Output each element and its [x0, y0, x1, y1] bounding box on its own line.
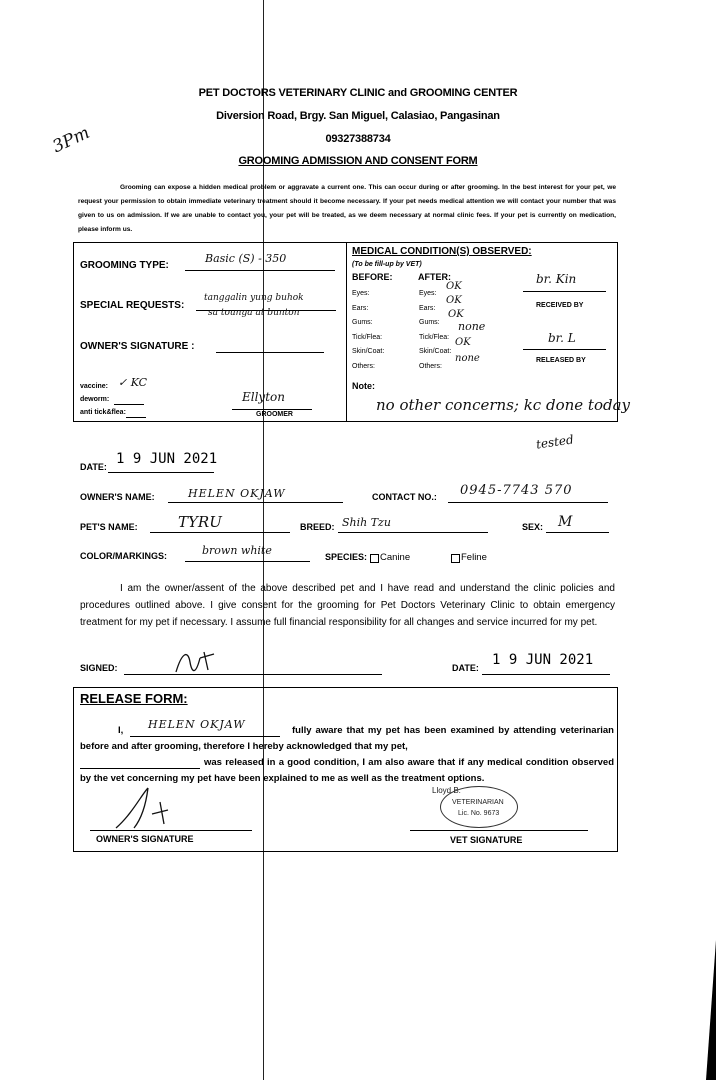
special-requests-line2: sa tounga at bunton — [208, 308, 300, 318]
received-by-label: RECEIVED BY — [536, 302, 584, 309]
contact-value: 0945-7743 570 — [460, 483, 573, 498]
intro-paragraph: Grooming can expose a hidden medical problem or aggravate a current one. This can occur during or after grooming. In the best interest for your pet, we request your permission to obtain immediate veterinary treatment should it become necessary. If your pet needs medical attention we will contact your number that was given to us on admission. If we are unable to contact you, your pet will be treated, as we deem necessary at normal clinic fees. If your pet is currently on medication, please inform us. — [78, 184, 616, 233]
owner-sig-label: OWNER'S SIGNATURE — [96, 834, 194, 844]
deworm-label: deworm: — [80, 396, 110, 403]
signed-line — [124, 674, 382, 675]
released-by-line — [523, 349, 606, 350]
medical-title: MEDICAL CONDITION(S) OBSERVED: — [352, 246, 532, 257]
owner-signature-label: OWNER'S SIGNATURE : — [80, 341, 195, 352]
owner-name-line — [168, 502, 343, 503]
after-gums-value: OK — [448, 309, 464, 320]
owner-signature-scribble — [170, 648, 220, 678]
antitick-line — [126, 417, 146, 418]
before-rows — [352, 287, 384, 374]
breed-value: Shih Tzu — [342, 516, 391, 529]
special-requests-line1: tanggalin yung buhok — [204, 293, 304, 303]
groomer-line — [232, 409, 312, 410]
before-skincoat: Skin/Coat: — [352, 348, 385, 355]
scan-edge — [706, 940, 716, 1080]
color-value: brown white — [202, 544, 272, 557]
date-label: DATE: — [80, 462, 107, 472]
after-eyes-value: OK — [446, 281, 462, 292]
color-line — [185, 561, 310, 562]
after-others-value: none — [455, 353, 480, 364]
grooming-type-value: Basic (S) - 350 — [205, 252, 287, 265]
vaccine-value: ✓ KC — [118, 376, 148, 389]
color-label: COLOR/MARKINGS: — [80, 551, 167, 561]
consent-paragraph: I am the owner/assent of the above described pet and I have read and understand the clinic policies and procedures outlined above. I give consent for the grooming for Pet Doctors Veterinary Clinic to obtain emergency treatment for my pet if necessary. I assume full financial responsibility for all changes and service incurred for my pet. — [80, 583, 615, 628]
pet-name-value: TYRU — [178, 513, 222, 531]
owner-sig-line — [90, 830, 252, 831]
release-text1: fully aware that my pet has been examined by attending veterinarian before and after grooming, therefore I hereby acknowledged that my pet, — [80, 725, 614, 752]
species-canine-label: Canine — [380, 552, 411, 563]
stamp-line1: Lloyd B. — [432, 786, 461, 795]
signed-date-line — [482, 674, 610, 675]
breed-line — [338, 532, 488, 533]
sex-value: M — [558, 514, 573, 530]
before-eyes: Eyes: — [352, 290, 370, 297]
received-by-value: br. Kin — [536, 272, 577, 286]
species-label: SPECIES: — [325, 552, 368, 562]
pet-name-label: PET'S NAME: — [80, 522, 138, 532]
signed-date-value: 1 9 JUN 2021 — [492, 652, 594, 668]
signed-date-label: DATE: — [452, 663, 479, 673]
after-label: AFTER: — [418, 272, 451, 282]
after-eyes: Eyes: — [419, 290, 437, 297]
release-title: RELEASE FORM: — [80, 691, 188, 706]
before-tickflea: Tick/Flea: — [352, 333, 383, 341]
owner-name-value: HELEN OKJAW — [188, 487, 286, 500]
species-feline-checkbox[interactable] — [451, 554, 460, 563]
owner-name-label: OWNER'S NAME: — [80, 492, 155, 502]
release-name-value: HELEN OKJAW — [148, 718, 246, 731]
after-ears: Ears: — [419, 304, 436, 312]
clinic-phone: 09327388734 — [325, 133, 391, 145]
special-requests-label: SPECIAL REQUESTS: — [80, 300, 185, 311]
after-gums: Gums: — [419, 319, 440, 326]
tested-note: tested — [535, 432, 575, 452]
signed-label: SIGNED: — [80, 663, 118, 673]
after-others: Others: — [419, 362, 442, 370]
vet-sig-line — [410, 830, 588, 831]
release-text2: was released in a good condition, I am also aware that if any medical condition observed by the vet concerning my pet have been explained to me as well as the treatment options. — [80, 757, 614, 784]
margin-note: 3Pm — [49, 122, 93, 158]
after-tickflea-value: none — [458, 320, 486, 333]
before-ears: Ears: — [352, 304, 369, 312]
received-by-line — [523, 291, 606, 292]
before-gums: Gums: — [352, 319, 373, 326]
after-skincoat: Skin/Coat: — [419, 348, 452, 355]
groomer-signature: Ellyton — [242, 390, 285, 404]
vet-sig-label: VET SIGNATURE — [450, 835, 523, 845]
sex-label: SEX: — [522, 522, 544, 532]
released-by-value: br. L — [548, 331, 576, 345]
box-divider — [346, 242, 347, 422]
before-others: Others: — [352, 362, 375, 370]
sex-line — [546, 532, 609, 533]
medical-subtitle: (To be fill-up by VET) — [352, 261, 422, 268]
release-owner-signature — [112, 784, 192, 834]
contact-label: CONTACT NO.: — [372, 492, 437, 502]
owner-signature-line — [216, 352, 324, 353]
species-canine-checkbox[interactable] — [370, 554, 379, 563]
species-feline-label: Feline — [461, 552, 487, 563]
stamp-line2: VETERINARIAN — [452, 799, 504, 806]
groomer-label: GROOMER — [256, 411, 293, 418]
note-label: Note: — [352, 381, 375, 391]
after-skincoat-value: OK — [455, 337, 471, 348]
form-title: GROOMING ADMISSION AND CONSENT FORM — [238, 155, 478, 167]
vaccine-label: vaccine: — [80, 383, 109, 390]
date-line — [108, 472, 214, 473]
stamp-line3: Lic. No. 9673 — [458, 810, 500, 817]
before-label: BEFORE: — [352, 272, 393, 282]
deworm-line — [114, 404, 144, 405]
grooming-type-label: GROOMING TYPE: — [80, 260, 169, 271]
released-by-label: RELEASED BY — [536, 357, 586, 364]
clinic-name: PET DOCTORS VETERINARY CLINIC and GROOMING CENTER — [198, 87, 518, 99]
grooming-type-line — [185, 270, 335, 271]
antitick-label: anti tick&flea: — [80, 409, 126, 416]
after-ears-value: OK — [446, 295, 462, 306]
contact-line — [448, 502, 608, 503]
after-tickflea: Tick/Flea: — [419, 333, 450, 341]
note-value: no other concerns; kc done today — [376, 396, 630, 414]
release-i-label: I, — [118, 725, 124, 736]
clinic-address: Diversion Road, Brgy. San Miguel, Calasiao, Pangasinan — [216, 110, 500, 122]
breed-label: BREED: — [300, 522, 335, 532]
pet-name-line — [150, 532, 290, 533]
date-value: 1 9 JUN 2021 — [116, 451, 218, 467]
